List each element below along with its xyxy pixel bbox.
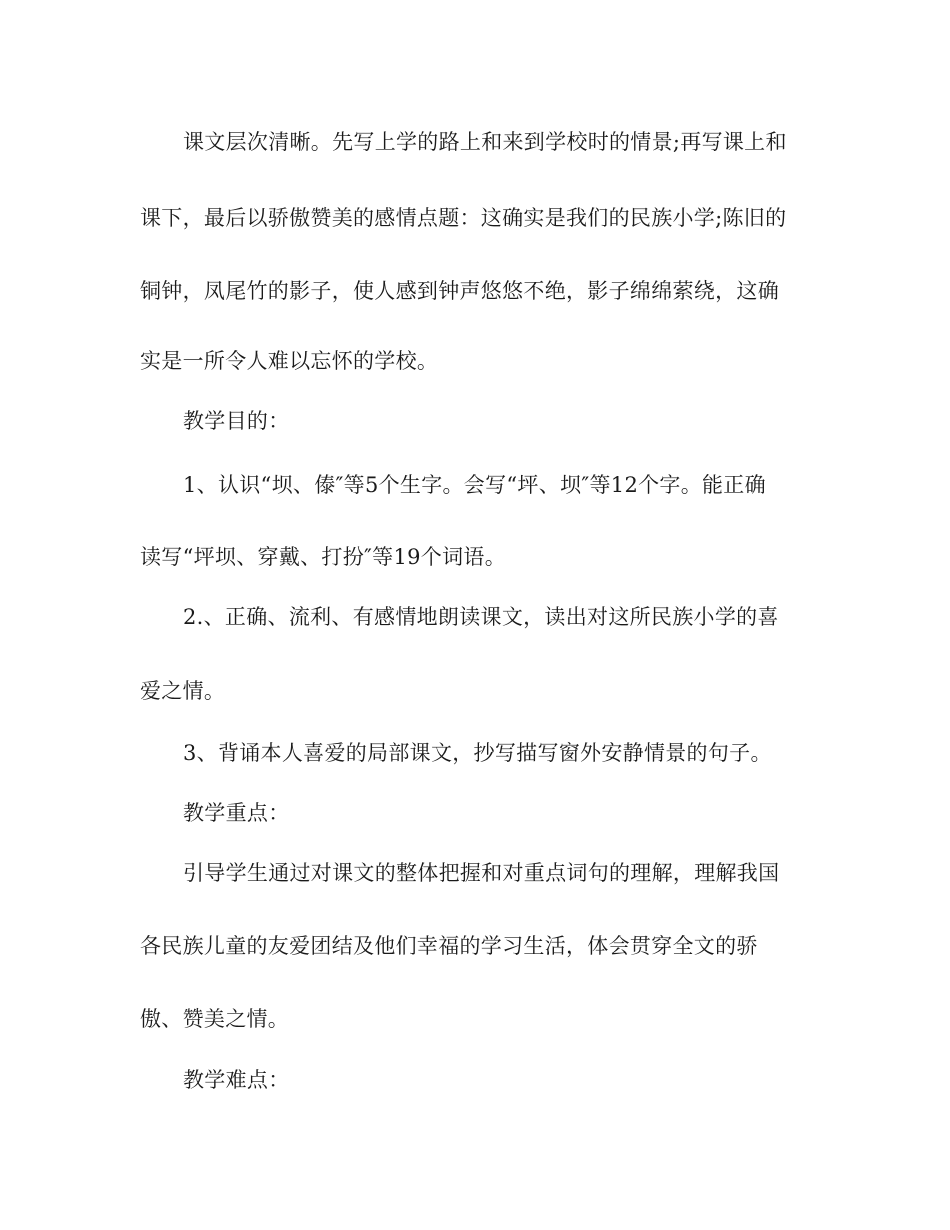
focus-line-1: 引导学生通过对课文的整体把握和对重点词句的理解，理解我国 (183, 861, 780, 885)
focus-line-3: 傲、赞美之情。 (140, 1007, 290, 1031)
heading-teaching-focus: 教学重点： (183, 801, 290, 825)
goal-1-line-1: 1、认识“坝、傣″等5个生字。会写“坪、坝″等12个字。能正确 (183, 473, 766, 497)
goal-3-line-1: 3、背诵本人喜爱的局部课文，抄写描写窗外安静情景的句子。 (183, 741, 772, 765)
heading-teaching-difficulty: 教学难点： (183, 1068, 290, 1092)
paragraph-intro-line-2: 课下，最后以骄傲赞美的感情点题：这确实是我们的民族小学;陈旧的 (140, 206, 787, 230)
focus-line-2: 各民族儿童的友爱团结及他们幸福的学习生活，体会贯穿全文的骄 (140, 934, 758, 958)
paragraph-intro-line-4: 实是一所令人难以忘怀的学校。 (140, 349, 439, 373)
goal-1-line-2: 读写“坪坝、穿戴、打扮″等19个词语。 (140, 545, 507, 569)
paragraph-intro-line-3: 铜钟，凤尾竹的影子，使人感到钟声悠悠不绝，影子绵绵萦绕，这确 (140, 279, 779, 303)
paragraph-intro-line-1: 课文层次清晰。先写上学的路上和来到学校时的情景;再写课上和 (183, 130, 787, 154)
heading-teaching-goals: 教学目的： (183, 409, 290, 433)
goal-2-line-2: 爱之情。 (140, 679, 226, 703)
goal-2-line-1: 2.、正确、流利、有感情地朗读课文，读出对这所民族小学的喜 (183, 605, 779, 629)
